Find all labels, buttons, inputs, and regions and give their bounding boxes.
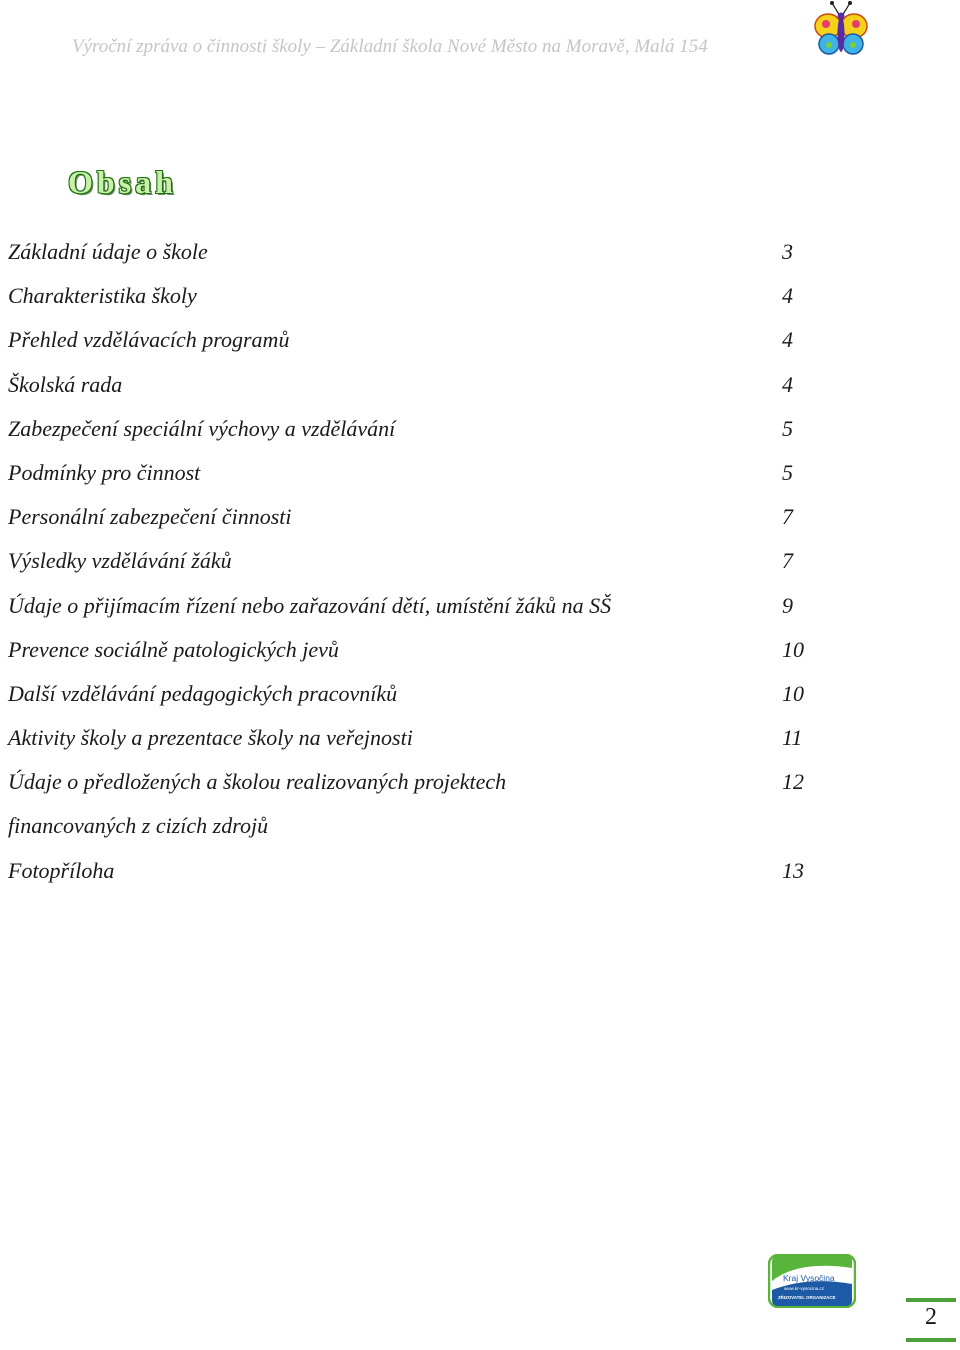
page-number-box (906, 1298, 956, 1342)
toc-entry[interactable] (8, 276, 828, 320)
kraj-vysocina-logo (768, 1254, 856, 1308)
toc-entry-label: Údaje o předložených a školou realizovaných projektech (8, 769, 507, 795)
toc-entry-label: Personální zabezpečení činnosti (8, 504, 292, 530)
toc-entry-page: 7 (782, 504, 793, 530)
toc-entry-page: 11 (782, 725, 803, 751)
toc-entry[interactable] (8, 320, 828, 364)
toc-entry[interactable] (8, 851, 828, 895)
toc-entry[interactable] (8, 365, 828, 409)
butterfly-icon (812, 0, 870, 60)
toc-entry-label: Další vzdělávání pedagogických pracovníků (8, 680, 398, 706)
toc-entry-label: Přehled vzdělávacích programů (8, 327, 290, 353)
toc-entry-label: Podmínky pro činnost (8, 459, 201, 485)
toc-entry[interactable] (8, 762, 828, 806)
toc-entry-page: 4 (782, 327, 793, 353)
toc-entry-label: Fotopříloha (8, 857, 115, 883)
toc-entry-page: 4 (782, 283, 793, 309)
toc-entry-page: 9 (782, 592, 793, 618)
toc-entry[interactable] (8, 453, 828, 497)
toc-entry-label: Prevence sociálně patologických jevů (8, 636, 339, 662)
toc-entry[interactable] (8, 674, 828, 718)
toc-entry-label: Školská rada (8, 371, 123, 397)
running-header: Výroční zpráva o činnosti školy – Základní škola Nové Město na Moravě, Malá 154 (72, 36, 708, 57)
table-of-contents (8, 232, 828, 895)
toc-entry-continuation[interactable] (8, 806, 828, 850)
page-number: 2 (925, 1304, 937, 1330)
toc-entry[interactable] (8, 541, 828, 585)
toc-entry-label: Zabezpečení speciální výchovy a vzdělávání (8, 415, 396, 441)
toc-entry-page: 5 (782, 459, 793, 485)
logo-url: www.kr-vysocina.cz (784, 1286, 825, 1291)
toc-entry-page: 4 (782, 371, 793, 397)
toc-title: Obsah (68, 164, 177, 200)
toc-entry[interactable] (8, 718, 828, 762)
toc-entry-label: Aktivity školy a prezentace školy na veřejnosti (8, 725, 413, 751)
toc-entry[interactable] (8, 630, 828, 674)
toc-entry-label: Výsledky vzdělávání žáků (8, 548, 232, 574)
toc-entry-page: 10 (782, 636, 804, 662)
toc-entry[interactable] (8, 497, 828, 541)
toc-entry-label: financovaných z cizích zdrojů (8, 813, 269, 839)
page-number-rule-bottom (906, 1338, 956, 1342)
toc-entry[interactable] (8, 232, 828, 276)
logo-name: Kraj Vysočina (783, 1273, 835, 1283)
page-number-rule-top (906, 1298, 956, 1302)
toc-entry-page: 7 (782, 548, 793, 574)
toc-entry-page: 5 (782, 415, 793, 441)
toc-entry-page: 10 (782, 680, 804, 706)
toc-entry-label: Údaje o přijímacím řízení nebo zařazování dětí, umístění žáků na SŠ (8, 592, 612, 618)
toc-entry[interactable] (8, 409, 828, 453)
toc-entry-label: Základní údaje o škole (8, 239, 208, 264)
toc-entry[interactable] (8, 586, 828, 630)
toc-entry-page: 13 (782, 857, 804, 883)
logo-caption: ZŘIZOVATEL ORGANIZACE (778, 1295, 836, 1300)
toc-entry-label: Charakteristika školy (8, 283, 197, 309)
toc-entry-page: 12 (782, 769, 804, 795)
toc-entry-page: 3 (782, 239, 793, 264)
